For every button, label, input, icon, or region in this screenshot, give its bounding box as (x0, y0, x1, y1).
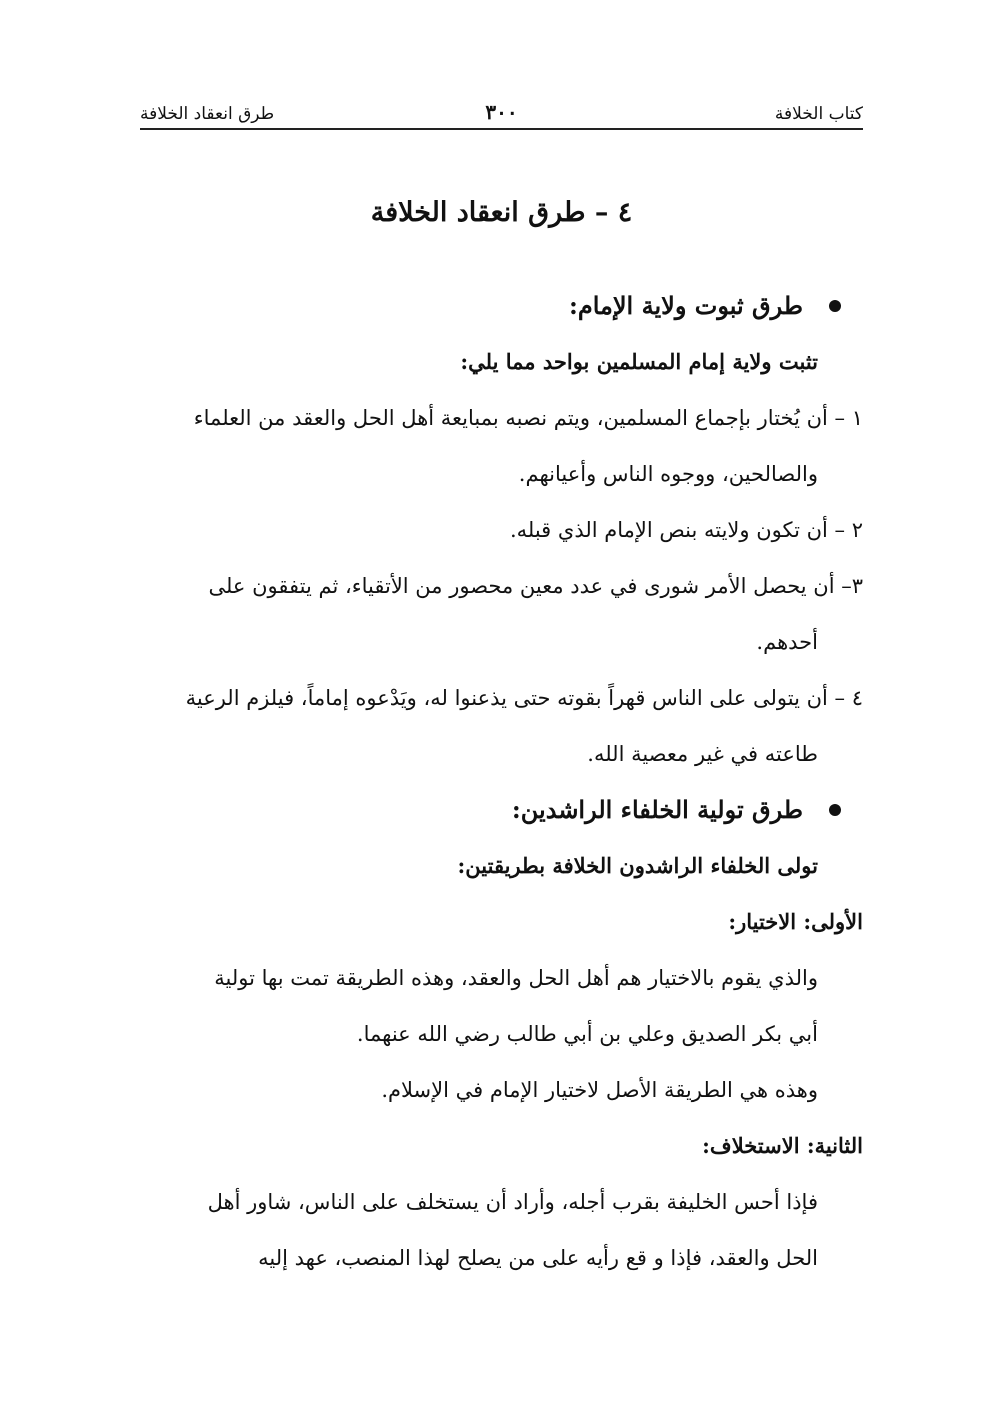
list-item (140, 390, 863, 502)
page-number: ٣٠٠ (485, 100, 518, 124)
bullet-icon (829, 804, 841, 816)
list-item-line: ٤ – أن يتولى على الناس قهراً بقوته حتى يذعنوا له، ويَدْعوه إماماً، فيلزم الرعية (185, 686, 863, 710)
section1-heading-text: طرق ثبوت ولاية الإمام: (568, 291, 803, 320)
header-rule (140, 128, 863, 130)
paragraph-line: أبي بكر الصديق وعلي بن أبي طالب رضي الله عنهما. (356, 1022, 818, 1046)
section1-intro: تثبت ولاية إمام المسلمين بواحد مما يلي: (460, 349, 818, 374)
running-header (140, 100, 863, 130)
section1-heading (140, 278, 841, 334)
list-item-line: والصالحين، ووجوه الناس وأعيانهم. (518, 462, 818, 486)
list-item (140, 502, 863, 558)
section2-heading (140, 782, 841, 838)
list-item (140, 558, 863, 670)
chapter-title: طرق انعقاد الخلافة (140, 104, 275, 124)
list-item-line: أحدهم. (756, 630, 818, 654)
page-body (140, 278, 863, 1286)
paragraph-line: الحل والعقد، فإذا و قع رأيه على من يصلح لهذا المنصب، عهد إليه (258, 1246, 818, 1270)
section-title: ٤ – طرق انعقاد الخلافة (370, 197, 633, 228)
second-method-label: الثانية: الاستخلاف: (702, 1133, 863, 1158)
list-item-line: ٢ – أن تكون ولايته بنص الإمام الذي قبله. (509, 518, 863, 542)
section2-heading-text: طرق تولية الخلفاء الراشدين: (511, 795, 803, 824)
paragraph-line: وهذه هي الطريقة الأصل لاختيار الإمام في الإسلام. (381, 1078, 818, 1102)
paragraph-line: والذي يقوم بالاختيار هم أهل الحل والعقد، وهذه الطريقة تمت بها تولية (214, 966, 818, 990)
list-item-line: ١ – أن يُختار بإجماع المسلمين، ويتم نصبه بمبايعة أهل الحل والعقد من العلماء (193, 406, 863, 430)
bullet-icon (829, 300, 841, 312)
list-item (140, 670, 863, 782)
paragraph-line: فإذا أحس الخليفة بقرب أجله، وأراد أن يستخلف على الناس، شاور أهل (207, 1190, 818, 1214)
book-title: كتاب الخلافة (774, 104, 863, 124)
list-item-line: ٣– أن يحصل الأمر شورى في عدد معين محصور من الأتقياء، ثم يتفقون على (208, 574, 863, 598)
section2-intro: تولى الخلفاء الراشدون الخلافة بطريقتين: (457, 853, 818, 878)
list-item-line: طاعته في غير معصية الله. (587, 742, 818, 766)
first-method-label: الأولى: الاختيار: (728, 909, 863, 934)
